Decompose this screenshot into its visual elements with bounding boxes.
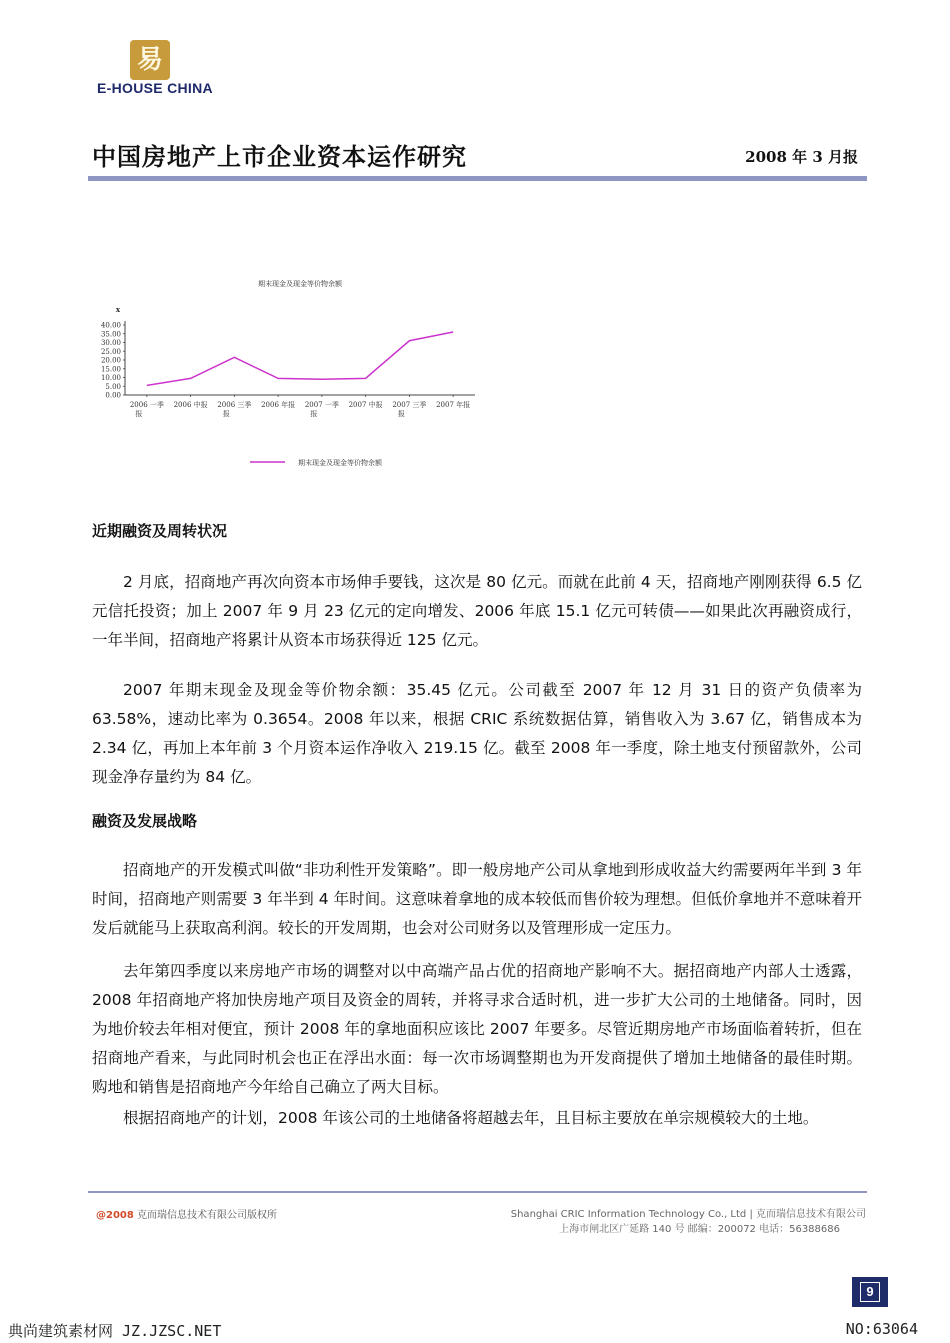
paragraph: 2 月底，招商地产再次向资本市场伸手要钱，这次是 80 亿元。而就在此前 4 天，招商地产刚刚获得 6.5 亿元信托投资；加上 2007 年 9 月 23 亿元的定向增发、2006 年底 15.1 亿元可转债——如果此次再融资成行，一年半间，招商地产将累计从资本市场获得近 125 亿元。 [92,573,862,649]
x-tick-label: 2007 一季 [304,401,339,409]
chart-title: 期末现金及现金等价物余额 [258,280,342,288]
x-tick-label: 2007 中报 [348,401,383,409]
watermark-id: NO:63064 [845,1320,918,1338]
footer-copyright [96,1206,277,1221]
paragraph: 2007 年期末现金及现金等价物余额：35.45 亿元。公司截至 2007 年 12 月 31 日的资产负债率为 63.58%，速动比率为 0.3654。2008 年以来，根据 CRIC 系统数据估算，销售收入为 3.67 亿，销售成本为 2.34 亿，再加上本年前 3 个月资本运作净收入 219.15 亿。截至 2008 年一季度，除土地支付预留款外，公司现金净存量约为 84 亿。 [92,681,862,786]
y-tick-label: 5.00 [105,382,121,391]
x-tick-label-cont: 报 [310,410,318,418]
report-date: 2008 年 3 月报 [745,148,858,166]
x-tick-label: 2006 一季 [129,401,164,409]
x-tick-label: 2007 年报 [436,401,471,409]
y-tick-label: 10.00 [100,374,121,382]
y-tick-label: 20.00 [100,356,121,365]
section-heading-financing-strategy: 融资及发展战略 [92,812,198,830]
x-tick-label-cont: 报 [135,410,143,418]
y-tick-label: 25.00 [100,347,121,356]
document-title: 中国房地产上市企业资本运作研究 [92,143,467,171]
footer-company: Shanghai CRIC Information Technology Co., Ltd | 克而瑞信息技术有限公司 [510,1209,866,1220]
y-tick-label: 0.00 [105,391,121,400]
chart-svg [100,270,500,480]
y-tick-label: 35.00 [100,330,121,339]
x-tick-label: 2006 三季 [217,401,252,409]
copyright-text: 克而瑞信息技术有限公司版权所 [133,1210,278,1221]
copyright-year: @2008 [96,1210,134,1221]
x-tick-label: 2006 年报 [261,401,296,409]
footer-address: 上海市闸北区广延路 140 号 邮编：200072 电话：56388686 [559,1224,840,1235]
y-axis-unit: x [115,305,121,314]
x-tick-label: 2007 三季 [392,401,427,409]
footer-divider [88,1191,867,1193]
header-divider [88,176,867,181]
x-tick-label-cont: 报 [397,410,405,418]
paragraph: 去年第四季度以来房地产市场的调整对以中高端产品占优的招商地产影响不大。据招商地产内部人士透露，2008 年招商地产将加快房地产项目及资金的周转，并将寻求合适时机，进一步扩大公司的土地储备。同时，因为地价较去年相对便宜，预计 2008 年的拿地面积应该比 2007 年要多。尽管近期房地产市场面临着转折，但在招商地产看来，与此同时机会也正在浮出水面：每一次市场调整期也为开发商提供了增加土地储备的最佳时期。购地和销售是招商地产今年给自己确立了两大目标。 [92,962,862,1096]
series-line [147,332,453,385]
section-heading-financing-turnover: 近期融资及周转状况 [92,522,228,540]
paragraph: 根据招商地产的计划，2008 年该公司的土地储备将超越去年，且目标主要放在单宗规模较大的土地。 [123,1109,819,1127]
logo-mark: 易 [136,45,163,75]
y-tick-label: 40.00 [100,321,121,330]
paragraph: 招商地产的开发模式叫做“非功利性开发策略”。即一般房地产公司从拿地到形成收益大约需要两年半到 3 年时间，招商地产则需要 3 年半到 4 年时间。这意味着拿地的成本较低而售价较为理想。但低价拿地并不意味着开发后就能马上获取高利润。较长的开发周期，也会对公司财务以及管理形成一定压力。 [92,861,862,937]
y-tick-label: 30.00 [100,339,121,347]
cash-balance-chart [100,270,500,480]
legend-label: 期末现金及现金等价物余额 [298,459,382,467]
logo-text: E-HOUSE CHINA [97,80,213,96]
page-number-label: 9 [860,1282,880,1302]
watermark-site: 典尚建筑素材网 JZ.JZSC.NET [8,1322,222,1340]
y-tick-label: 15.00 [100,365,121,374]
page-number [852,1277,888,1307]
company-logo [130,40,170,80]
x-tick-label-cont: 报 [222,410,230,418]
x-tick-label: 2006 中报 [173,401,208,409]
